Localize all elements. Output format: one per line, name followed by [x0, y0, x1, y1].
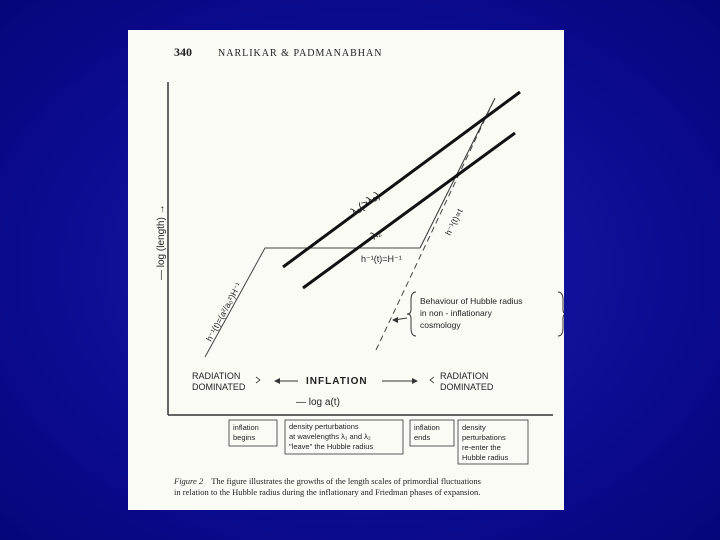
radiation-left-label: RADIATION DOMINATED	[192, 371, 246, 392]
running-head: NARLIKAR & PADMANABHAN	[218, 48, 383, 59]
y-axis-label: — log (length) →	[156, 204, 167, 280]
book-page	[128, 30, 564, 510]
behaviour-brace-right	[558, 292, 564, 336]
hubble-late-label: h⁻¹(t)∝t	[442, 206, 465, 237]
figure-caption-line1: Figure 2 The figure illustrates the growths of the length scales of primordial fluctuations	[174, 476, 481, 486]
x-axis-label: — log a(t)	[296, 397, 340, 408]
page-number: 340	[174, 45, 192, 59]
figure-caption-line2: in relation to the Hubble radius during the inflationary and Friedman phases of expansion.	[174, 487, 481, 497]
phase-inflation-ends: inflation ends	[414, 423, 440, 442]
phase-perturbations-leave: density perturbations at wavelengths λ₁ and λ₂ "leave" the Hubble radius	[289, 422, 374, 451]
phase-inflation-begins: inflation begins	[233, 423, 259, 442]
lambda1-label: λ₁(>λ₂)	[348, 189, 383, 219]
behaviour-brace-left	[407, 292, 416, 336]
hubble-radius-curve	[205, 248, 420, 357]
hubble-radiation-label: h⁻¹(t)=(a²/a₀²)H⁻¹	[203, 280, 244, 343]
wavelength-lambda1-line	[283, 92, 520, 267]
chevron-left-icon	[430, 377, 434, 383]
inflation-label: INFLATION	[306, 376, 368, 387]
wavelength-lambda2-line	[303, 133, 515, 288]
phase-perturbations-reenter: density perturbations re-enter the Hubble radius	[462, 423, 509, 462]
behaviour-text: Behaviour of Hubble radius in non - inflationary cosmology	[420, 296, 523, 330]
radiation-right-label: RADIATION DOMINATED	[440, 371, 494, 392]
diagram-svg	[128, 30, 564, 510]
lambda2-label: λ₂	[368, 226, 384, 243]
arrow-left-icon	[274, 378, 280, 384]
chevron-right-icon	[256, 377, 260, 383]
hubble-constant-label: h⁻¹(t)=H⁻¹	[361, 254, 402, 264]
arrow-right-icon	[412, 378, 418, 384]
arrow-icon	[392, 317, 398, 323]
